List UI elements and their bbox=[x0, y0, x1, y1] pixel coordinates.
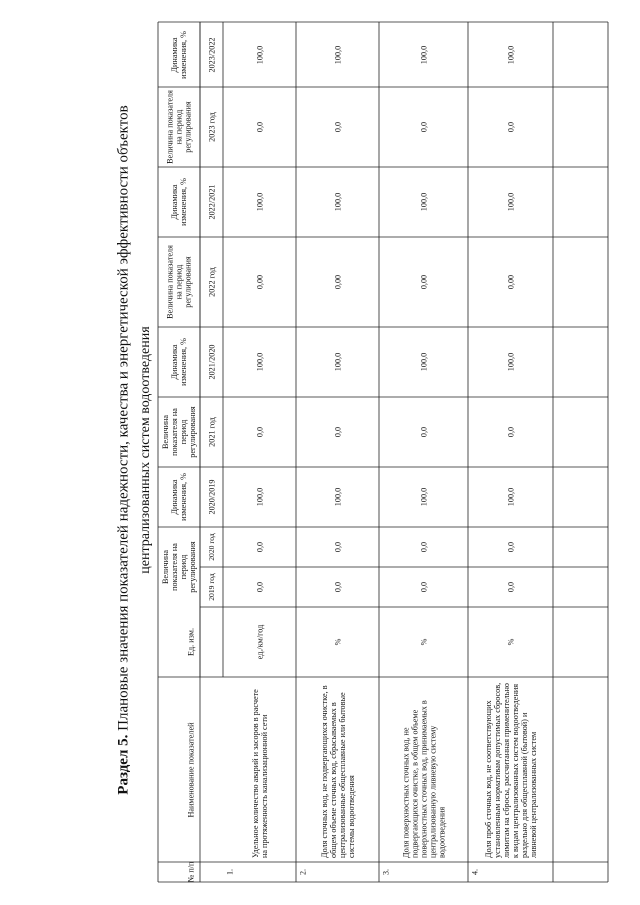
header-year-2019: 2019 год bbox=[206, 573, 216, 601]
row-4-value-2023: 0,0 bbox=[505, 121, 515, 133]
indicators-table bbox=[158, 22, 608, 882]
row-1-value-2019: 0,0 bbox=[254, 581, 264, 593]
row-4-dynamics-2023-2022: 100,0 bbox=[505, 45, 515, 64]
row-2-dynamics-2022-2021: 100,0 bbox=[332, 192, 342, 212]
header-period-2021-2020: 2021/2020 bbox=[206, 344, 216, 380]
row-1-unit: ед./км/год bbox=[254, 624, 264, 660]
row-1-dynamics-2020-2019: 100,0 bbox=[254, 487, 264, 507]
row-3-dynamics-2021-2020: 100,0 bbox=[418, 352, 428, 372]
row-4-value-2020: 0,0 bbox=[505, 541, 515, 553]
header-year-2021: 2021 год bbox=[206, 417, 216, 447]
row-1-dynamics-2023-2022: 100,0 bbox=[254, 45, 264, 64]
row-1-dynamics-2021-2020: 100,0 bbox=[254, 352, 264, 372]
row-2-value-2022: 0,00 bbox=[332, 274, 342, 290]
row-4-value-2022: 0,00 bbox=[505, 274, 515, 290]
row-4-unit: % bbox=[505, 638, 515, 646]
row-2-num: 2. bbox=[298, 869, 308, 875]
header-value-2021: Величина показателя на период регулирования bbox=[160, 406, 198, 458]
row-4-name: Доля проб сточных вод, не соответствующих установленным нормативам допустимых сбросов, лимитам на сбросы, рассчитанная применительно к видам централизованных систем водоотведения раздельно для общесплавной (бытовой) и ливневой централизованных систем bbox=[483, 682, 538, 858]
section-title bbox=[116, 105, 133, 794]
row-1-dynamics-2022-2021: 100,0 bbox=[254, 192, 264, 212]
header-dynamics-2020: Динамика изменения, % bbox=[169, 473, 188, 521]
row-1-value-2021: 0,0 bbox=[254, 426, 264, 438]
row-4-value-2021: 0,0 bbox=[505, 426, 515, 438]
row-3-dynamics-2020-2019: 100,0 bbox=[418, 487, 428, 507]
header-year-2023: 2023 год bbox=[206, 112, 216, 142]
header-year-2020: 2020 год bbox=[206, 533, 216, 561]
row-2-name: Доля сточных вод, не подвергающихся очистке, в общем объеме сточных вод, сбрасываемых в централизованные общесплавные или бытовые системы водоотведения bbox=[319, 684, 356, 858]
row-1-num: 1. bbox=[225, 869, 235, 875]
row-2-value-2023: 0,0 bbox=[332, 121, 342, 133]
row-3-value-2021: 0,0 bbox=[418, 426, 428, 438]
header-value-2023: Величина показателя на период регулирования bbox=[165, 90, 193, 164]
row-2-dynamics-2021-2020: 100,0 bbox=[332, 352, 342, 372]
row-3-dynamics-2022-2021: 100,0 bbox=[418, 192, 428, 212]
row-4-num: 4. bbox=[470, 869, 480, 875]
row-3-dynamics-2023-2022: 100,0 bbox=[418, 45, 428, 64]
row-1-value-2023: 0,0 bbox=[254, 121, 264, 133]
header-period-2022-2021: 2022/2021 bbox=[206, 184, 216, 220]
section-title-line2: централизованных систем водоотведения bbox=[138, 326, 153, 574]
row-2-value-2019: 0,0 bbox=[332, 581, 342, 593]
row-3-value-2023: 0,0 bbox=[418, 121, 428, 133]
row-3-name: Доля поверхностных сточных вод, не подвергающихся очистке, в общем объеме поверхностных сточных вод, принимаемых в централизованную ливневую систему водоотведения bbox=[400, 699, 447, 858]
header-dynamics-2021: Динамика изменения, % bbox=[169, 338, 188, 386]
row-1-value-2022: 0,00 bbox=[254, 274, 264, 290]
row-4-dynamics-2020-2019: 100,0 bbox=[505, 487, 515, 507]
row-4-dynamics-2021-2020: 100,0 bbox=[505, 352, 515, 372]
row-2-value-2021: 0,0 bbox=[332, 426, 342, 438]
header-num: № п/п bbox=[185, 861, 195, 883]
row-2-unit: % bbox=[332, 638, 342, 646]
row-3-value-2022: 0,00 bbox=[418, 274, 428, 290]
header-dynamics-2023: Динамика изменения, % bbox=[169, 30, 188, 79]
row-1-value-2020: 0,0 bbox=[254, 541, 264, 553]
row-2-value-2020: 0,0 bbox=[332, 541, 342, 553]
header-period-2023-2022: 2023/2022 bbox=[206, 36, 216, 73]
header-unit: Ед. изм. bbox=[185, 628, 195, 656]
row-3-value-2020: 0,0 bbox=[418, 541, 428, 553]
header-name: Наименование показателей bbox=[185, 722, 195, 817]
row-1-name: Удельное количество аварий и засоров в расчете на протяженность канализационной сети bbox=[250, 688, 269, 858]
table-grid bbox=[158, 22, 608, 882]
row-3-num: 3. bbox=[381, 869, 391, 875]
section-title-line1: Плановые значения показателей надежности, качества и энергетической эффективности объектов bbox=[115, 105, 132, 731]
row-4-dynamics-2022-2021: 100,0 bbox=[505, 192, 515, 212]
header-year-2022: 2022 год bbox=[206, 267, 216, 297]
row-3-unit: % bbox=[418, 638, 428, 646]
row-4-value-2019: 0,0 bbox=[505, 581, 515, 593]
section-number: Раздел 5. bbox=[115, 734, 132, 795]
row-3-value-2019: 0,0 bbox=[418, 581, 428, 593]
header-value-2019-2020: Величина показателя на период регулирования bbox=[160, 541, 198, 593]
row-2-dynamics-2020-2019: 100,0 bbox=[332, 487, 342, 507]
header-period-2020-2019: 2020/2019 bbox=[206, 479, 216, 515]
header-value-2022: Величина показателя на период регулирования bbox=[165, 245, 193, 319]
row-2-dynamics-2023-2022: 100,0 bbox=[332, 45, 342, 64]
header-dynamics-2022: Динамика изменения, % bbox=[169, 178, 188, 226]
